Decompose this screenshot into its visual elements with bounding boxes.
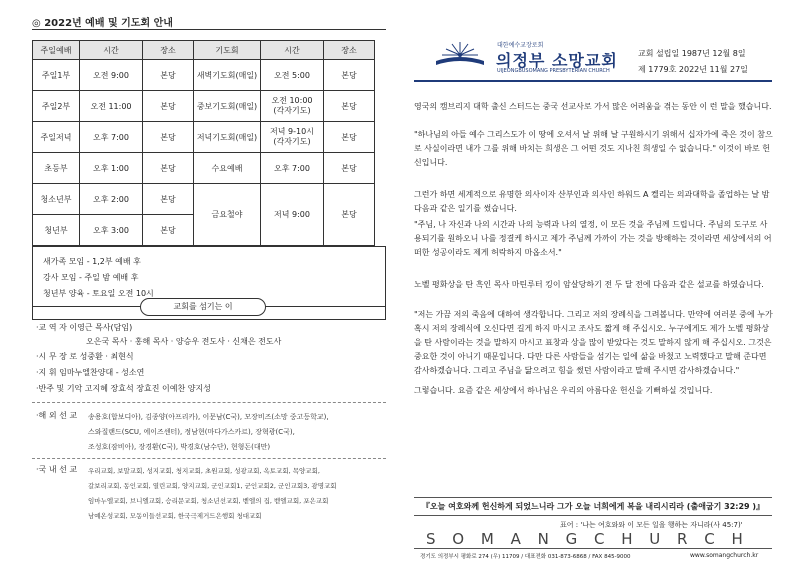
worship-time: 오후 3:00 (80, 215, 143, 246)
article-paragraph: "주님, 나 자신과 나의 시간과 나의 능력과 나의 열정, 이 모든 것을 주님께 드립니다. 주님의 도구로 사용되기를 원하오니 나를 정결케 하시고 제가 주님께 가까이 가는 것을 방해하는 것이라면 세상에서의 어떠한 성공이라도 제게 허락하지 마옵소서." (414, 220, 772, 257)
staff-pastors: ·교 역 자 이영근 목사(담임) (36, 323, 133, 332)
prayer-place: 본당 (324, 184, 375, 246)
notice-item: 새가족 모임 - 1,2부 예배 후 (43, 257, 141, 266)
church-name-main: 소망교회 (551, 51, 618, 70)
church-emblem-icon (430, 41, 490, 69)
worship-header-place: 장소 (143, 41, 194, 60)
prayer-place: 본당 (324, 122, 375, 153)
staff-accompanists: ·반주 및 기악 고지혜 장효석 장효진 이예찬 양지성 (36, 384, 211, 393)
prayer-place: 본당 (324, 60, 375, 91)
founded-date: 교회 설립일 1987년 12월 8일 (638, 49, 746, 58)
worship-place: 본당 (143, 215, 194, 246)
article-paragraph: 그런가 하면 세계적으로 유명한 의사이자 산부인과 의사인 하워드 A 켈리는 의과대학을 졸업하는 날 밤 다음과 같은 일기를 썼습니다. (414, 190, 770, 213)
header-rule (414, 80, 772, 82)
prayer-name: 금요철야 (194, 184, 261, 246)
worship-name: 청소년부 (33, 184, 80, 215)
domestic-line: 남예온성교회, 모동이들선교회, 한국극제거드은행회 청대교회 (88, 512, 262, 520)
prayer-time: 오전 5:00 (261, 60, 324, 91)
article-paragraph: "하나님의 아들 예수 그리스도가 이 땅에 오셔서 날 위해 날 구원하시기 위해서 십자가에 죽은 것이 참으로 사실이라면 내가 그를 위해 바치는 희생은 그 어떤 것도 지나친 희생일 수 없습니다." 이것이 바로 헌신입니다. (414, 130, 773, 167)
notice-item: 강사 모임 - 주일 밤 예배 후 (43, 273, 139, 282)
domestic-line: 임마누엘교회, 브니엘교회, 승리문교회, 청소년선교회, 벧엘의 집, 벧엘교회, 포은교회 (88, 497, 329, 505)
article-paragraph: 영국의 캠브리지 대학 출신 스터드는 중국 선교사로 가서 많은 어려움을 겪는 동안 이 런 말을 했습니다. (414, 102, 772, 111)
prayer-header-name: 기도회 (194, 41, 261, 60)
staff-section-title: 교회를 섬기는 이 (140, 298, 266, 316)
worship-time: 오후 2:00 (80, 184, 143, 215)
worship-header-time: 시간 (80, 41, 143, 60)
prayer-place: 본당 (324, 153, 375, 184)
worship-header-name: 주일예배 (33, 41, 80, 60)
prayer-name: 새벽기도회(매일) (194, 60, 261, 91)
overseas-line: 송용호(합보디아), 김종양(아프리카), 이문남(C국), 모장비즈(소망 중고등학교), (88, 413, 329, 421)
overseas-line: 조성호(잠비아), 장경환(C국), 박경호(남수단), 현형돈(대만) (88, 443, 271, 451)
staff-ministers: 오은국 목사 · 홍해 목사 · 양승우 전도사 · 신채은 전도사 (86, 337, 282, 346)
domestic-line: 갈보리교회, 동인교회, 열린교회, 양지교회, 군인교회1, 군인교회2, 군인교회3, 광명교회 (88, 482, 337, 490)
worship-section-title: ◎ 2022년 예배 및 기도회 안내 (32, 18, 173, 29)
prayer-time: 오후 7:00 (261, 153, 324, 184)
overseas-missions-list (88, 410, 329, 455)
staff-elders: ·시 무 장 로 성중환 · 최현식 (36, 352, 134, 361)
scripture-quote: 『오늘 여호와께 헌신하게 되었느니라 그가 오늘 너희에게 복을 내리시리라 (출애굽기 32:29 )』 (414, 497, 772, 516)
domestic-missions-label: ·국 내 선 교 (36, 465, 78, 474)
article-paragraph: 그렇습니다. 요즘 같은 세상에서 하나님은 우리의 아름다운 헌신을 기뻐하실 것입니다. (414, 386, 713, 395)
article-paragraph: 노벨 평화상을 탄 흑인 목사 마틴루터 킹이 암살당하기 전 두 달 전에 다음과 같은 설교를 하였습니다. (414, 280, 764, 289)
worship-place: 본당 (143, 153, 194, 184)
worship-place: 본당 (143, 60, 194, 91)
worship-place: 본당 (143, 122, 194, 153)
prayer-place: 본당 (324, 91, 375, 122)
prayer-name: 저녁기도회(매일) (194, 122, 261, 153)
church-address: 경기도 의정부시 평화로 274 (우) 11709 / 대표전화 031-873-6868 / FAX 845-9000 (420, 554, 631, 560)
worship-place: 본당 (143, 184, 194, 215)
overseas-line: 스와질랜드(SCU, 에이즈센터), 정남현(마다가스카르), 장혁광(C국), (88, 428, 295, 436)
title-rule (32, 29, 386, 30)
prayer-name: 중보기도회(매일) (194, 91, 261, 122)
worship-time: 오전 11:00 (80, 91, 143, 122)
church-name-city: 의정부 (496, 51, 546, 70)
worship-name: 주일저녁 (33, 122, 80, 153)
prayer-time: 오전 10:00 (각자기도) (261, 91, 324, 122)
prayer-name: 수요예배 (194, 153, 261, 184)
issue-info: 제 1779호 2022년 11월 27일 (638, 65, 748, 74)
prayer-time: 저녁 9-10시 (각자기도) (261, 122, 324, 153)
worship-time: 오전 9:00 (80, 60, 143, 91)
worship-name: 주일2부 (33, 91, 80, 122)
staff-conductor: ·지 휘 임마누엘찬양대 - 성소연 (36, 368, 145, 377)
article-paragraph: "저는 가끔 저의 죽음에 대하여 생각합니다. 그리고 저의 장례식을 그려봅니다. 만약에 여러분 중에 누가 혹시 저의 장례식에 오신다면 길게 하지 마시고 조사도 짧게 해 주십시오. 누구에게도 제가 노벨 평화상을 탄 사람이라는 것을 말하지 마시고 표창과 상을 많이 받았다는 것도 말하지 않게 해 주십시오. 그것은 중요한 것이 아니기 때문입니다. 다만 다른 사람들을 섬기는 일에 삶을 바쳤고 노력했다고 말해 준다면 감사하겠습니다. 그리고 주님을 닮으려고 힘을 썼던 사람이라고 말해 주시면 감사하겠습니다." (414, 310, 773, 375)
worship-time: 오후 7:00 (80, 122, 143, 153)
worship-time: 오후 1:00 (80, 153, 143, 184)
church-motto: 표어 : '나는 여호와와 이 모든 일을 행하는 자니라(사 45:7)' (560, 521, 743, 529)
prayer-header-place: 장소 (324, 41, 375, 60)
domestic-line: 우리교회, 보말교회, 성지교회, 청지교회, 초원교회, 성광교회, 옥토교회, 목양교회, (88, 467, 320, 475)
notice-item: 청년부 양육 - 토요일 오전 10시 (43, 289, 154, 298)
domestic-missions-list (88, 464, 337, 524)
worship-name: 청년부 (33, 215, 80, 246)
divider (32, 402, 386, 403)
footer-rule (414, 548, 772, 549)
worship-name: 주일1부 (33, 60, 80, 91)
prayer-header-time: 시간 (261, 41, 324, 60)
prayer-time: 저녁 9:00 (261, 184, 324, 246)
worship-schedule-table (32, 40, 375, 246)
church-brand-text: S O M A N G C H U R C H (426, 530, 749, 548)
church-english-name: UIJEONGBUSOMANG PRESBYTERIAN CHURCH (497, 68, 610, 74)
church-website-link[interactable]: www.somangchurch.kr (690, 552, 759, 559)
worship-place: 본당 (143, 91, 194, 122)
worship-name: 초등부 (33, 153, 80, 184)
overseas-missions-label: ·해 외 선 교 (36, 411, 78, 420)
divider (32, 458, 386, 459)
denomination: 대한예수교장로회 (497, 42, 544, 49)
